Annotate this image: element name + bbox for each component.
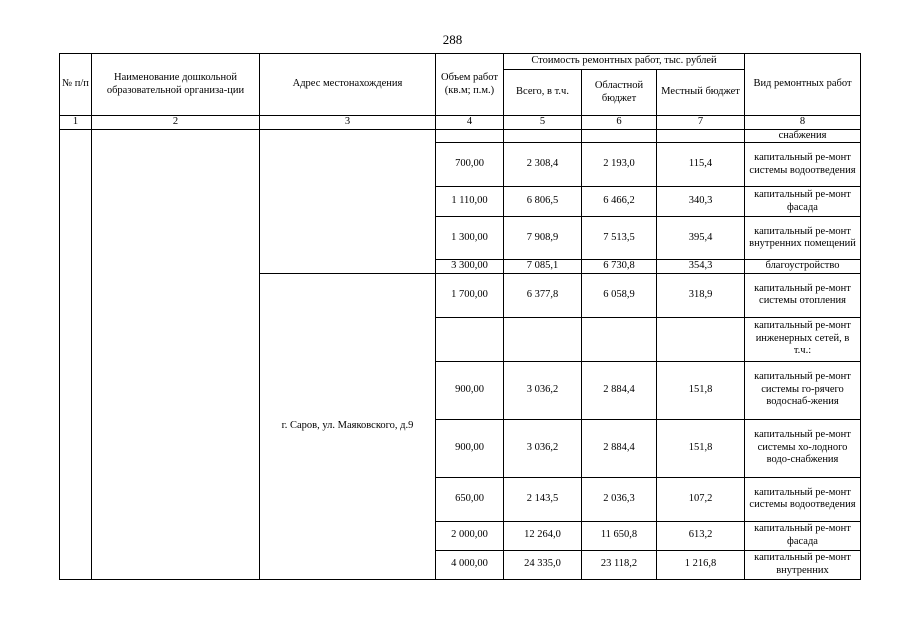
regional-cell: 2 193,0 xyxy=(582,143,657,187)
header-cost-group: Стоимость ремонтных работ, тыс. рублей xyxy=(504,54,745,70)
work-type-cell: капитальный ре-монт системы водоотведения xyxy=(745,143,861,187)
column-number: 8 xyxy=(745,116,861,130)
volume-cell: 650,00 xyxy=(436,477,504,521)
total-cell: 3 036,2 xyxy=(504,419,582,477)
work-type-cell: капитальный ре-монт системы го-рячего водоснаб-жения xyxy=(745,361,861,419)
regional-cell: 6 730,8 xyxy=(582,260,657,274)
local-cell: 1 216,8 xyxy=(657,550,745,579)
column-number: 6 xyxy=(582,116,657,130)
total-cell: 6 806,5 xyxy=(504,187,582,217)
volume-cell: 700,00 xyxy=(436,143,504,187)
local-cell: 151,8 xyxy=(657,361,745,419)
local-cell: 340,3 xyxy=(657,187,745,217)
total-cell xyxy=(504,129,582,143)
header-work-type: Вид ремонтных работ xyxy=(745,54,861,116)
header-regional: Областной бюджет xyxy=(582,70,657,116)
total-cell: 6 377,8 xyxy=(504,273,582,317)
total-cell: 12 264,0 xyxy=(504,521,582,550)
total-cell: 2 308,4 xyxy=(504,143,582,187)
total-cell: 7 908,9 xyxy=(504,217,582,260)
address-cell xyxy=(260,129,436,273)
num-cell xyxy=(60,129,92,579)
work-type-cell: капитальный ре-монт инженерных сетей, в т.ч.: xyxy=(745,317,861,361)
regional-cell: 2 036,3 xyxy=(582,477,657,521)
local-cell: 395,4 xyxy=(657,217,745,260)
regional-cell: 6 466,2 xyxy=(582,187,657,217)
work-type-cell: капитальный ре-монт фасада xyxy=(745,187,861,217)
work-type-cell: капитальный ре-монт внутренних помещений xyxy=(745,217,861,260)
volume-cell: 4 000,00 xyxy=(436,550,504,579)
address-cell: г. Саров, ул. Маяковского, д.9 xyxy=(260,273,436,579)
volume-cell: 3 300,00 xyxy=(436,260,504,274)
local-cell xyxy=(657,129,745,143)
local-cell xyxy=(657,317,745,361)
column-number: 4 xyxy=(436,116,504,130)
local-cell: 151,8 xyxy=(657,419,745,477)
column-number: 3 xyxy=(260,116,436,130)
name-cell xyxy=(92,129,260,579)
volume-cell: 1 300,00 xyxy=(436,217,504,260)
work-type-cell: капитальный ре-монт внутренних xyxy=(745,550,861,579)
regional-cell xyxy=(582,317,657,361)
volume-cell: 900,00 xyxy=(436,361,504,419)
regional-cell: 2 884,4 xyxy=(582,419,657,477)
header-volume: Объем работ (кв.м; п.м.) xyxy=(436,54,504,116)
work-type-cell: капитальный ре-монт фасада xyxy=(745,521,861,550)
local-cell: 613,2 xyxy=(657,521,745,550)
regional-cell: 11 650,8 xyxy=(582,521,657,550)
column-number: 1 xyxy=(60,116,92,130)
header-name: Наименование дошкольной образовательной организа-ции xyxy=(92,54,260,116)
volume-cell: 1 110,00 xyxy=(436,187,504,217)
work-type-cell: снабжения xyxy=(745,129,861,143)
work-type-cell: благоустройство xyxy=(745,260,861,274)
local-cell: 318,9 xyxy=(657,273,745,317)
regional-cell: 2 884,4 xyxy=(582,361,657,419)
column-number: 2 xyxy=(92,116,260,130)
header-address: Адрес местонахождения xyxy=(260,54,436,116)
total-cell xyxy=(504,317,582,361)
volume-cell: 900,00 xyxy=(436,419,504,477)
work-type-cell: капитальный ре-монт системы отопления xyxy=(745,273,861,317)
regional-cell: 7 513,5 xyxy=(582,217,657,260)
header-local: Местный бюджет xyxy=(657,70,745,116)
local-cell: 354,3 xyxy=(657,260,745,274)
column-number: 5 xyxy=(504,116,582,130)
header-num: № п/п xyxy=(60,54,92,116)
column-numbers-row xyxy=(60,116,861,130)
table-row xyxy=(60,129,861,143)
local-cell: 115,4 xyxy=(657,143,745,187)
total-cell: 3 036,2 xyxy=(504,361,582,419)
volume-cell: 2 000,00 xyxy=(436,521,504,550)
header-total: Всего, в т.ч. xyxy=(504,70,582,116)
regional-cell: 6 058,9 xyxy=(582,273,657,317)
total-cell: 2 143,5 xyxy=(504,477,582,521)
column-number: 7 xyxy=(657,116,745,130)
volume-cell: 1 700,00 xyxy=(436,273,504,317)
regional-cell xyxy=(582,129,657,143)
total-cell: 7 085,1 xyxy=(504,260,582,274)
total-cell: 24 335,0 xyxy=(504,550,582,579)
volume-cell xyxy=(436,317,504,361)
volume-cell xyxy=(436,129,504,143)
local-cell: 107,2 xyxy=(657,477,745,521)
repair-works-table xyxy=(59,53,861,580)
page-number: 288 xyxy=(442,32,463,47)
regional-cell: 23 118,2 xyxy=(582,550,657,579)
work-type-cell: капитальный ре-монт системы хо-лодного водо-снабжения xyxy=(745,419,861,477)
work-type-cell: капитальный ре-монт системы водоотведения xyxy=(745,477,861,521)
